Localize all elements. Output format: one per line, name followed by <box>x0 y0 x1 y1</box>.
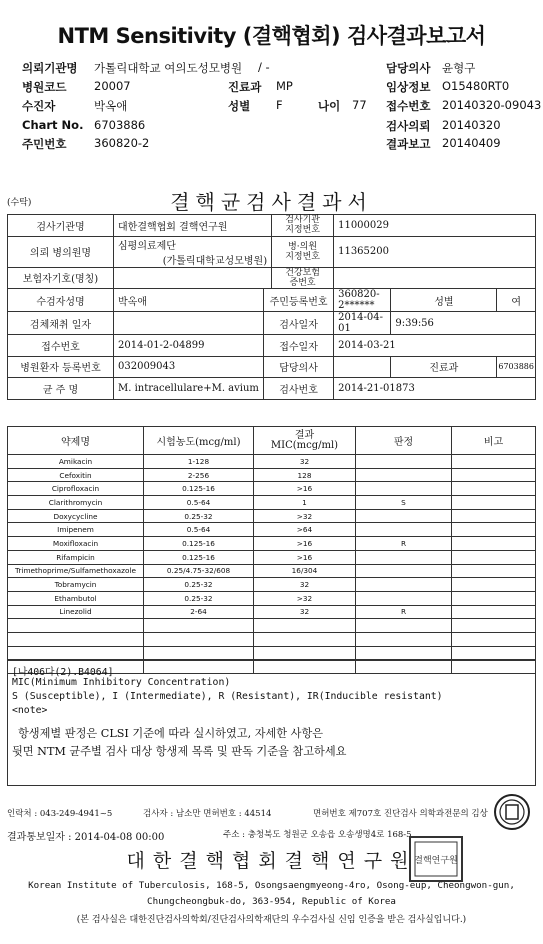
cell-label: 성별 <box>391 289 497 312</box>
drug-name-cell: Cefoxitin <box>8 468 144 482</box>
mic-result-cell: >16 <box>254 482 356 496</box>
scanned-result-document <box>3 182 540 938</box>
cell-value <box>114 312 264 335</box>
info-value-3: 77 <box>352 98 367 112</box>
table-row <box>8 496 536 510</box>
info-key: 의뢰기관명 <box>22 61 78 75</box>
cell-label: 검사일자 <box>264 312 334 335</box>
hospital-name: 심평의료제단 <box>118 240 176 252</box>
cell-label: 건강보험 증번호 <box>272 267 334 289</box>
report-title: NTM Sensitivity (결핵협회) 검사결과보고서 <box>57 24 486 48</box>
info-row-resident-no <box>22 136 150 152</box>
hospital-name-sub: (가톨릭대학교성모병원) <box>162 255 268 267</box>
interpretation-cell <box>356 578 452 592</box>
info-value: 20140409 <box>442 136 501 150</box>
mic-result-cell: 128 <box>254 468 356 482</box>
table-row <box>8 509 536 523</box>
column-header: 시험농도(mcg/ml) <box>144 427 254 455</box>
footer-examiner: 검사자 : 남소만 면허번호 : 44514 <box>143 809 272 819</box>
column-header: 판정 <box>356 427 452 455</box>
square-stamp-icon <box>408 835 464 883</box>
remark-cell <box>452 482 536 496</box>
interpretation-cell <box>356 591 452 605</box>
interpretation-cell <box>356 632 452 646</box>
drug-name-cell: Linezolid <box>8 605 144 619</box>
interpretation-cell <box>356 564 452 578</box>
info-value: 가톨릭대학교 여의도성모병원 <box>94 61 243 75</box>
note-legend: S (Susceptible), I (Intermediate), R (Resistant), IR(Inducible resistant) <box>12 691 443 702</box>
info-key: 담당의사 <box>386 61 431 75</box>
cell-value <box>334 356 391 378</box>
footer-report-date: 결과통보일자 : 2014-04-08 00:00 <box>7 832 165 843</box>
cell-label: 병·의원 지정번호 <box>272 236 334 267</box>
info-row-institution <box>22 60 270 76</box>
table-row <box>8 267 536 289</box>
drug-name-cell: Imipenem <box>8 523 144 537</box>
test-range-cell: 0.5-64 <box>144 523 254 537</box>
info-row-request-date <box>386 118 501 134</box>
table-row <box>8 378 536 400</box>
table-row <box>8 619 536 633</box>
cell-value: 박옥애 <box>114 289 264 312</box>
info-value: 윤형구 <box>442 61 476 75</box>
info-value: 20140320-09043 <box>442 98 542 112</box>
interpretation-cell <box>356 482 452 496</box>
cell-value <box>334 267 536 289</box>
table-row <box>8 564 536 578</box>
remark-cell <box>452 591 536 605</box>
test-range-cell <box>144 632 254 646</box>
remark-cell <box>452 605 536 619</box>
cell-label: 수검자성명 <box>8 289 114 312</box>
cell-label: 검사번호 <box>264 378 334 400</box>
note-mic: MIC(Minimum Inhibitory Concentration) <box>12 677 231 688</box>
cell-value <box>114 236 272 267</box>
test-range-cell: 0.125-16 <box>144 537 254 551</box>
remark-cell <box>452 468 536 482</box>
cell-label: 접수번호 <box>8 335 114 357</box>
drug-name-cell <box>8 632 144 646</box>
info-value: O15480RT0 <box>442 79 510 93</box>
info-value-2: MP <box>276 79 293 93</box>
notes-box <box>7 660 536 786</box>
interpretation-cell <box>356 550 452 564</box>
mic-result-cell <box>254 619 356 633</box>
info-key: 병원코드 <box>22 80 67 94</box>
table-row <box>8 537 536 551</box>
cell-value: 11000029 <box>334 215 536 237</box>
cell-value: 2014-01-2-04899 <box>114 335 264 357</box>
mic-result-cell <box>254 632 356 646</box>
mic-result-cell: 1 <box>254 496 356 510</box>
cell-value: 대한결핵협회 결핵연구원 <box>114 215 272 237</box>
info-key-2: 진료과 <box>228 80 262 94</box>
note-text-2: 뒷면 NTM 균주별 검사 대상 항생제 목록 및 판독 기준을 참고하세요 <box>12 745 347 758</box>
test-range-cell: 0.25-32 <box>144 578 254 592</box>
institute-address-en-1: Korean Institute of Tuberculosis, 168-5, Osongsaengmyeong-4ro, Osong-eup, Cheongwon-gun, <box>28 880 515 891</box>
cell-label: 보험자기호(명칭) <box>8 267 114 289</box>
mic-result-cell: >16 <box>254 537 356 551</box>
info-value: 360820-2 <box>94 136 150 150</box>
remark-cell <box>452 564 536 578</box>
interpretation-cell <box>356 455 452 469</box>
drug-name-cell <box>8 619 144 633</box>
cell-value: 2014-03-21 <box>334 335 536 357</box>
table-row <box>8 523 536 537</box>
cell-label: 균 주 명 <box>8 378 114 400</box>
info-key: 결과보고 <box>386 137 431 151</box>
remark-cell <box>452 619 536 633</box>
info-value-2: / - <box>258 60 270 74</box>
info-key: 접수번호 <box>386 99 431 113</box>
info-key: Chart No. <box>22 118 84 132</box>
test-range-cell: 0.5-64 <box>144 496 254 510</box>
interpretation-cell <box>356 509 452 523</box>
cell-value: 360820-2****** <box>334 289 391 312</box>
remark-cell <box>452 496 536 510</box>
info-value: 6703886 <box>94 118 146 132</box>
info-key: 수진자 <box>22 99 56 113</box>
test-range-cell: 0.125-16 <box>144 482 254 496</box>
drug-name-cell: Ciprofloxacin <box>8 482 144 496</box>
cell-label: 의뢰 병의원명 <box>8 236 114 267</box>
drug-name-cell: Clarithromycin <box>8 496 144 510</box>
cell-value: 6703886 <box>497 356 536 378</box>
footer-phone: 인락처 : 043-249-4941~5 <box>7 809 113 819</box>
test-range-cell: 0.25-32 <box>144 591 254 605</box>
info-row-doctor <box>386 60 476 76</box>
note-text-1: 항생제별 판정은 CLSI 기준에 따라 실시하였고, 자세한 사항은 <box>18 727 324 740</box>
mic-result-cell: 16/304 <box>254 564 356 578</box>
footer-license: 면허번호 제707호 진단검사 의학과전문의 김상 <box>313 809 488 819</box>
test-range-cell: 2-64 <box>144 605 254 619</box>
interpretation-cell: R <box>356 537 452 551</box>
interpretation-cell <box>356 468 452 482</box>
cell-value: 9:39:56 <box>391 312 536 335</box>
table-row <box>8 455 536 469</box>
drug-name-cell: Amikacin <box>8 455 144 469</box>
info-key-2: 성별 <box>228 99 251 113</box>
table-row <box>8 236 536 267</box>
info-row-patient <box>22 98 367 114</box>
table-row <box>8 335 536 357</box>
cell-label: 담당의사 <box>264 356 334 378</box>
cell-label: 진료과 <box>391 356 497 378</box>
cell-value: 여 <box>497 289 536 312</box>
info-key: 검사의뢰 <box>386 119 431 133</box>
note-tag: <note> <box>12 705 48 716</box>
mic-result-cell: 32 <box>254 605 356 619</box>
info-value-2: F <box>276 98 283 112</box>
cell-value <box>114 267 272 289</box>
document-title: 결핵균검사결과서 <box>170 190 373 214</box>
remark-cell <box>452 455 536 469</box>
cell-value: 2014-21-01873 <box>334 378 536 400</box>
table-row <box>8 605 536 619</box>
table-row <box>8 482 536 496</box>
table-row <box>8 312 536 335</box>
certification-note: (본 검사실은 대한진단검사의학회/진단검사의학재단의 우수검사실 신임 인증을 받은 검사실입니다.) <box>76 915 467 925</box>
info-row-clinical <box>386 79 510 95</box>
test-range-cell: 0.25/4.75-32/608 <box>144 564 254 578</box>
info-value: 20140320 <box>442 118 501 132</box>
cell-value: M. intracellulare+M. avium <box>114 378 264 400</box>
interpretation-cell <box>356 646 452 660</box>
cell-value: 032009043 <box>114 356 264 378</box>
drug-name-cell: Trimethoprime/Sulfamethoxazole <box>8 564 144 578</box>
interpretation-cell <box>356 523 452 537</box>
test-range-cell: 2-256 <box>144 468 254 482</box>
test-range-cell: 0.125-16 <box>144 550 254 564</box>
interpretation-cell <box>356 619 452 633</box>
drug-name-cell: Moxifloxacin <box>8 537 144 551</box>
info-key-3: 나이 <box>318 99 341 113</box>
test-range-cell: 0.25-32 <box>144 509 254 523</box>
drug-name-cell: Tobramycin <box>8 578 144 592</box>
table-row <box>8 646 536 660</box>
table-row <box>8 550 536 564</box>
patient-info-table <box>7 214 536 400</box>
remark-cell <box>452 646 536 660</box>
mic-result-cell: >16 <box>254 550 356 564</box>
drug-name-cell: Doxycycline <box>8 509 144 523</box>
table-row <box>8 591 536 605</box>
receipt-tag: (수탁) <box>7 198 32 208</box>
info-row-report-date <box>386 136 501 152</box>
institute-name-ko: 대한결핵협회결핵연구원 <box>126 850 417 872</box>
mic-result-cell: >32 <box>254 591 356 605</box>
info-value: 20007 <box>94 79 131 93</box>
remark-cell <box>452 550 536 564</box>
footer-address: 주소 : 충청북도 청원군 오송읍 오송생명4로 168-5 <box>223 830 412 840</box>
remark-cell <box>452 632 536 646</box>
info-row-hospital-code <box>22 79 293 95</box>
drug-name-cell <box>8 646 144 660</box>
info-row-accession <box>386 98 542 114</box>
stamp-text: 결핵연구원 <box>414 856 458 866</box>
mic-result-cell: 32 <box>254 455 356 469</box>
cell-label: 검사기관 지정번호 <box>272 215 334 237</box>
round-seal-icon <box>493 793 531 831</box>
table-row <box>8 215 536 237</box>
cell-label: 검체채취 일자 <box>8 312 114 335</box>
column-header: 약제명 <box>8 427 144 455</box>
table-row <box>8 578 536 592</box>
table-row <box>8 632 536 646</box>
mic-result-cell: >64 <box>254 523 356 537</box>
table-header-row <box>8 427 536 455</box>
remark-cell <box>452 509 536 523</box>
test-range-cell: 1-128 <box>144 455 254 469</box>
info-key: 임상정보 <box>386 80 431 94</box>
interpretation-cell: S <box>356 496 452 510</box>
remark-cell <box>452 537 536 551</box>
cell-label: 주민등록번호 <box>264 289 334 312</box>
table-row <box>8 468 536 482</box>
cell-label: 병원환자 등록번호 <box>8 356 114 378</box>
info-value: 박옥애 <box>94 99 128 113</box>
table-row <box>8 356 536 378</box>
mic-result-cell: >32 <box>254 509 356 523</box>
drug-name-cell: Ethambutol <box>8 591 144 605</box>
note-code: [나406다(2).B4064] <box>12 667 114 678</box>
test-range-cell <box>144 619 254 633</box>
susceptibility-table <box>7 426 536 674</box>
drug-name-cell: Rifampicin <box>8 550 144 564</box>
cell-label: 검사기관명 <box>8 215 114 237</box>
remark-cell <box>452 578 536 592</box>
mic-result-cell <box>254 646 356 660</box>
table-row <box>8 289 536 312</box>
cell-label: 접수일자 <box>264 335 334 357</box>
column-header: 비고 <box>452 427 536 455</box>
interpretation-cell: R <box>356 605 452 619</box>
test-range-cell <box>144 646 254 660</box>
info-row-chart <box>22 118 146 132</box>
cell-value: 11365200 <box>334 236 536 267</box>
info-key: 주민번호 <box>22 137 67 151</box>
column-header: 결과 MIC(mcg/ml) <box>254 427 356 455</box>
institute-address-en-2: Chungcheongbuk-do, 363-954, Republic of Korea <box>147 896 396 907</box>
mic-result-cell: 32 <box>254 578 356 592</box>
remark-cell <box>452 523 536 537</box>
cell-value: 2014-04-01 <box>334 312 391 335</box>
